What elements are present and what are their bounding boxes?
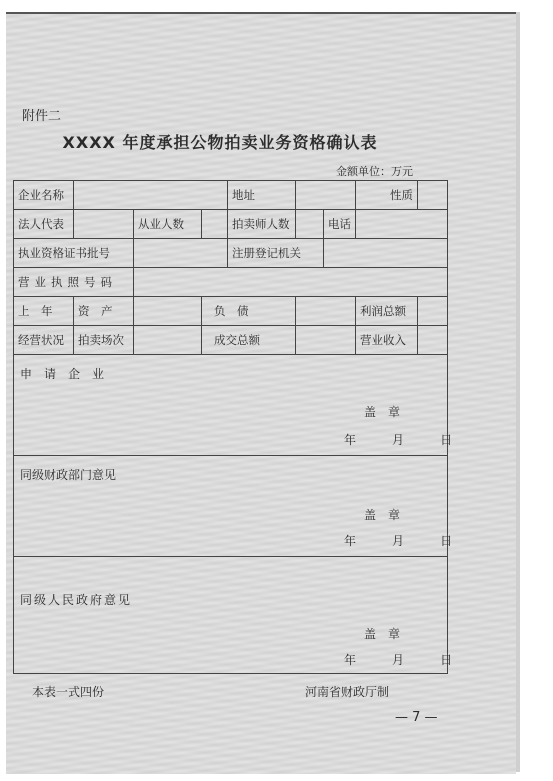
field-registration-authority[interactable]	[324, 239, 448, 268]
day-label: 日	[440, 534, 453, 548]
label-auctioneer-count: 拍卖师人数	[228, 210, 296, 239]
field-business-income[interactable]	[418, 326, 448, 355]
label-staff-count: 从业人数	[134, 210, 202, 239]
table-row	[14, 239, 448, 268]
table-row	[14, 210, 448, 239]
label-enterprise-name: 企业名称	[14, 181, 74, 210]
month-label: 月	[392, 433, 405, 447]
label-legal-rep: 法人代表	[14, 210, 74, 239]
label-license-no: 执业资格证书批号	[14, 239, 134, 268]
field-phone[interactable]	[356, 210, 448, 239]
label-liabilities: 负 债	[202, 297, 296, 326]
year-label: 年	[344, 534, 357, 548]
table-row	[14, 297, 448, 326]
table-row	[14, 557, 448, 674]
label-phone: 电话	[324, 210, 356, 239]
field-staff-count[interactable]	[202, 210, 228, 239]
field-assets[interactable]	[134, 297, 202, 326]
month-label: 月	[392, 534, 405, 548]
label-last-year: 上 年	[14, 297, 74, 326]
label-total-profit: 利润总额	[356, 297, 418, 326]
date-line	[344, 431, 452, 448]
date-line	[344, 651, 452, 668]
label-nature: 性质	[356, 181, 418, 210]
page-number: — 7 —	[395, 710, 438, 725]
table-row	[14, 355, 448, 456]
government-label: 同级人民政府意见	[20, 593, 133, 607]
table-row	[14, 268, 448, 297]
label-address: 地址	[228, 181, 296, 210]
finance-dept-section[interactable]	[14, 456, 453, 557]
table-row	[14, 456, 448, 557]
label-assets: 资 产	[74, 297, 134, 326]
label-auction-count: 拍卖场次	[74, 326, 134, 355]
copies-note: 本表一式四份	[32, 685, 105, 699]
field-license-no[interactable]	[134, 239, 228, 268]
issuer-note: 河南省财政厅制	[305, 685, 390, 699]
finance-dept-label: 同级财政部门意见	[20, 468, 117, 482]
seal-label: 盖 章	[364, 627, 401, 641]
field-address[interactable]	[296, 181, 356, 210]
year-label: 年	[344, 433, 357, 447]
table-row	[14, 326, 448, 355]
appendix-label: 附件二	[22, 109, 62, 124]
page-edge	[516, 12, 520, 772]
month-label: 月	[392, 653, 405, 667]
field-auctioneer-count[interactable]	[296, 210, 324, 239]
field-transaction-total[interactable]	[296, 326, 356, 355]
label-transaction-total: 成交总额	[202, 326, 296, 355]
date-line	[344, 532, 452, 549]
label-operation-status: 经营状况	[14, 326, 74, 355]
label-business-income: 营业收入	[356, 326, 418, 355]
seal-label: 盖 章	[364, 508, 401, 522]
year-label: 年	[344, 653, 357, 667]
field-liabilities[interactable]	[296, 297, 356, 326]
form-title: XXXX 年度承担公物拍卖业务资格确认表	[62, 133, 378, 152]
table-row	[14, 181, 448, 210]
field-enterprise-name[interactable]	[74, 181, 228, 210]
field-business-license[interactable]	[134, 268, 448, 297]
qualification-form-table	[13, 180, 453, 674]
field-auction-count[interactable]	[134, 326, 202, 355]
amount-unit: 金额单位：万元	[336, 165, 413, 178]
field-legal-rep[interactable]	[74, 210, 134, 239]
day-label: 日	[440, 433, 453, 447]
seal-label: 盖 章	[364, 405, 401, 419]
field-nature[interactable]	[418, 181, 448, 210]
label-business-license: 营业执照号码	[14, 268, 134, 297]
field-total-profit[interactable]	[418, 297, 448, 326]
applicant-label: 申 请 企 业	[20, 367, 105, 381]
label-registration-authority: 注册登记机关	[228, 239, 324, 268]
applicant-section[interactable]	[14, 355, 453, 456]
government-section[interactable]	[14, 557, 453, 674]
day-label: 日	[440, 653, 453, 667]
